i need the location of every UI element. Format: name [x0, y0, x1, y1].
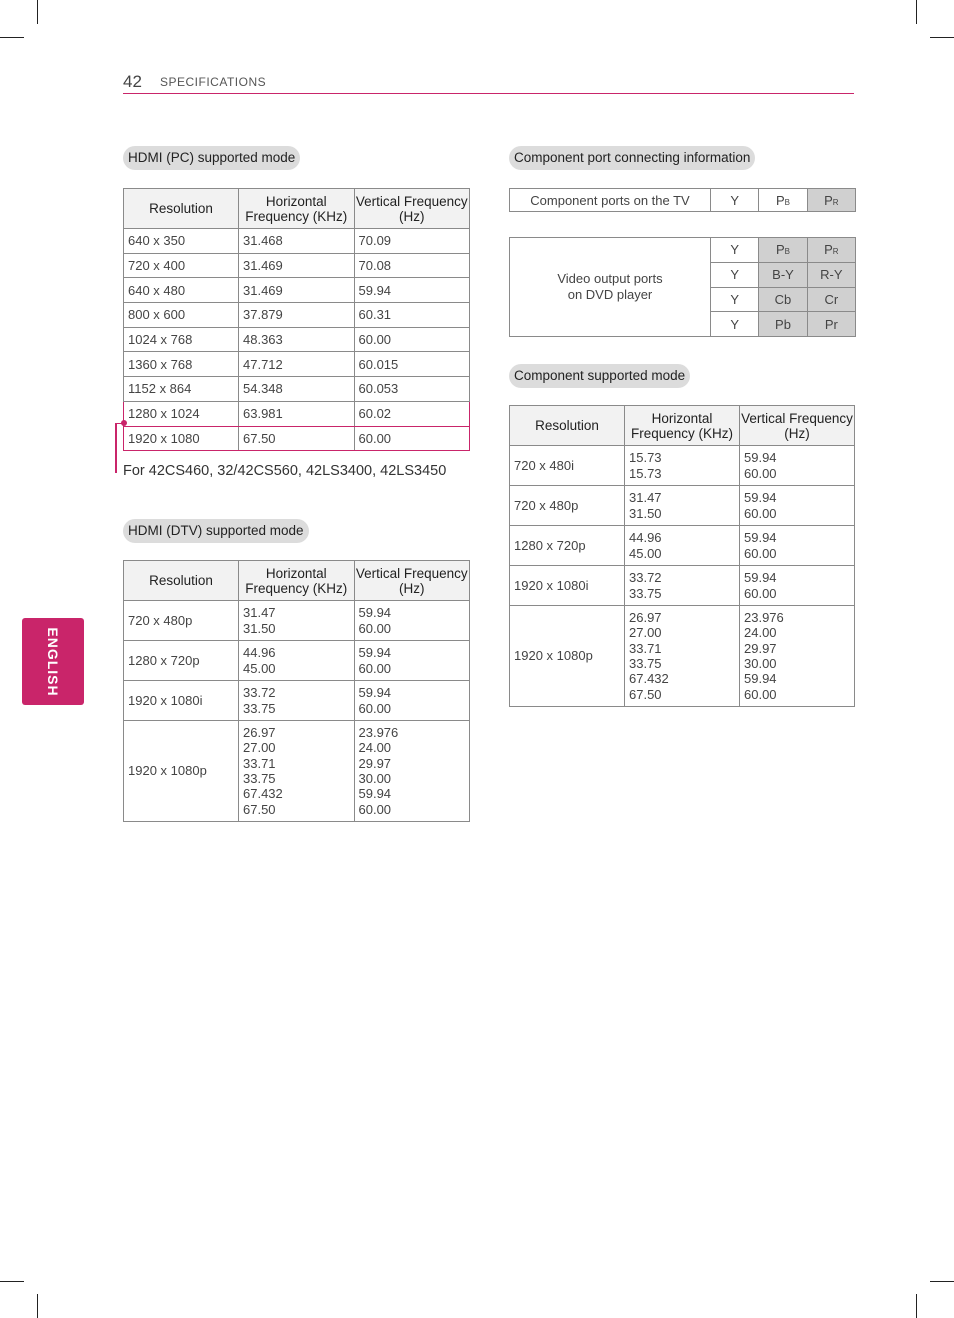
- table-cell: 59.94 60.00: [354, 681, 470, 721]
- table-cell: 1920 x 1080p: [510, 606, 625, 707]
- table-cell: 720 x 480p: [124, 601, 239, 641]
- table-row: [510, 486, 855, 526]
- hdmi-dtv-table: [123, 560, 470, 822]
- table-cell: 33.72 33.75: [239, 681, 355, 721]
- table-cell: 15.73 15.73: [625, 446, 740, 486]
- table-cell: 1920 x 1080i: [124, 681, 239, 721]
- header-row: [510, 406, 855, 446]
- table-cell: 70.09: [354, 229, 470, 254]
- component-info-title: Component port connecting information: [509, 146, 755, 170]
- table-cell: 59.94 60.00: [740, 566, 855, 606]
- hdmi-pc-table: [123, 188, 470, 451]
- table-cell: 640 x 480: [124, 278, 239, 303]
- table-row: [124, 641, 470, 681]
- column-header: Vertical Frequency (Hz): [354, 189, 470, 229]
- table-row: [124, 327, 470, 352]
- table-cell: 23.976 24.00 29.97 30.00 59.94 60.00: [740, 606, 855, 707]
- table-cell: 1920 x 1080i: [510, 566, 625, 606]
- table-cell: 1280 x 1024: [124, 401, 239, 426]
- table-cell: 1280 x 720p: [124, 641, 239, 681]
- dvd-port: Y: [711, 238, 759, 263]
- column-header: Horizontal Frequency (KHz): [239, 189, 355, 229]
- table-row: [124, 721, 470, 822]
- table-cell: 26.97 27.00 33.71 33.75 67.432 67.50: [239, 721, 355, 822]
- column-header: Resolution: [124, 189, 239, 229]
- dvd-ports-table: [509, 237, 856, 337]
- header-row: [124, 561, 470, 601]
- table-cell: 640 x 350: [124, 229, 239, 254]
- table-cell: 800 x 600: [124, 303, 239, 328]
- table-cell: 60.00: [354, 327, 470, 352]
- table-cell: 1280 x 720p: [510, 526, 625, 566]
- crop-mark: [916, 0, 917, 24]
- table-cell: 31.468: [239, 229, 355, 254]
- dvd-port: Pr: [807, 312, 855, 337]
- table-cell: 48.363: [239, 327, 355, 352]
- table-cell: 60.31: [354, 303, 470, 328]
- tv-ports-row: [510, 189, 856, 212]
- language-tab: [22, 618, 84, 705]
- hdmi-pc-title: HDMI (PC) supported mode: [123, 146, 300, 170]
- dvd-port: Cr: [807, 287, 855, 312]
- port-subscript: R: [832, 247, 839, 257]
- table-row: [510, 446, 855, 486]
- column-header: Horizontal Frequency (KHz): [239, 561, 355, 601]
- table-cell: 31.47 31.50: [239, 601, 355, 641]
- hdmi-dtv-title: HDMI (DTV) supported mode: [123, 519, 309, 543]
- table-cell: 60.02: [354, 401, 470, 426]
- crop-mark: [930, 37, 954, 38]
- crop-mark: [37, 1294, 38, 1318]
- dvd-port: Y: [711, 312, 759, 337]
- table-cell: 31.469: [239, 253, 355, 278]
- table-cell: 54.348: [239, 377, 355, 402]
- table-row: [124, 278, 470, 303]
- port-subscript: B: [784, 247, 790, 257]
- table-cell: 67.50: [239, 426, 355, 451]
- table-row: [510, 526, 855, 566]
- table-row: [510, 606, 855, 707]
- table-row: [124, 253, 470, 278]
- page-number: 42: [123, 72, 142, 91]
- table-cell: 60.053: [354, 377, 470, 402]
- table-cell: 60.015: [354, 352, 470, 377]
- table-cell: 1920 x 1080p: [124, 721, 239, 822]
- note-marker-dot: [121, 420, 127, 426]
- table-cell: 1152 x 864: [124, 377, 239, 402]
- table-cell: 23.976 24.00 29.97 30.00 59.94 60.00: [354, 721, 470, 822]
- table-row: [124, 352, 470, 377]
- column-header: Resolution: [124, 561, 239, 601]
- column-header: Resolution: [510, 406, 625, 446]
- dvd-ports-label: Video output ports on DVD player: [510, 238, 711, 337]
- table-cell: 59.94 60.00: [740, 446, 855, 486]
- column-header: Horizontal Frequency (KHz): [625, 406, 740, 446]
- table-row: [124, 377, 470, 402]
- table-cell: 1920 x 1080: [124, 426, 239, 451]
- port-subscript: B: [784, 197, 790, 207]
- component-mode-title: Component supported mode: [509, 364, 690, 388]
- dvd-port: Y: [711, 262, 759, 287]
- table-cell: 59.94: [354, 278, 470, 303]
- crop-mark: [37, 0, 38, 24]
- table-cell: 37.879: [239, 303, 355, 328]
- dvd-port: Pb: [759, 312, 807, 337]
- table-row: [124, 601, 470, 641]
- table-cell: 1360 x 768: [124, 352, 239, 377]
- table-cell: 59.94 60.00: [354, 601, 470, 641]
- table-row: [510, 566, 855, 606]
- table-cell: 60.00: [354, 426, 470, 451]
- table-cell: 59.94 60.00: [740, 526, 855, 566]
- page-header: [123, 72, 854, 94]
- table-cell: 59.94 60.00: [354, 641, 470, 681]
- dvd-port: Cb: [759, 287, 807, 312]
- tv-ports-table: [509, 188, 856, 212]
- note-marker-line: [115, 423, 117, 473]
- component-mode-table: [509, 405, 855, 707]
- table-cell: 720 x 480p: [510, 486, 625, 526]
- table-row: [124, 401, 470, 426]
- dvd-ports-row: [510, 238, 856, 263]
- table-cell: 44.96 45.00: [625, 526, 740, 566]
- dvd-port: PR: [807, 238, 855, 263]
- dvd-port: PB: [759, 238, 807, 263]
- tv-port: Y: [711, 189, 759, 212]
- crop-mark: [0, 37, 24, 38]
- crop-mark: [916, 1294, 917, 1318]
- model-note: For 42CS460, 32/42CS560, 42LS3400, 42LS3450: [123, 463, 447, 479]
- table-cell: 33.72 33.75: [625, 566, 740, 606]
- port-subscript: R: [832, 197, 839, 207]
- table-cell: 720 x 480i: [510, 446, 625, 486]
- table-cell: 26.97 27.00 33.71 33.75 67.432 67.50: [625, 606, 740, 707]
- tv-ports-label: Component ports on the TV: [510, 189, 711, 212]
- table-cell: 1024 x 768: [124, 327, 239, 352]
- language-tab-label: ENGLISH: [45, 626, 61, 697]
- table-cell: 44.96 45.00: [239, 641, 355, 681]
- header-row: [124, 189, 470, 229]
- table-cell: 63.981: [239, 401, 355, 426]
- table-cell: 47.712: [239, 352, 355, 377]
- table-cell: 59.94 60.00: [740, 486, 855, 526]
- table-row: [124, 229, 470, 254]
- crop-mark: [0, 1281, 24, 1282]
- tv-port: PB: [759, 189, 807, 212]
- table-cell: 720 x 400: [124, 253, 239, 278]
- dvd-port: Y: [711, 287, 759, 312]
- column-header: Vertical Frequency (Hz): [740, 406, 855, 446]
- table-row: [124, 426, 470, 451]
- section-title: SPECIFICATIONS: [160, 75, 267, 89]
- dvd-port: R-Y: [807, 262, 855, 287]
- table-cell: 70.08: [354, 253, 470, 278]
- column-header: Vertical Frequency (Hz): [354, 561, 470, 601]
- table-cell: 31.469: [239, 278, 355, 303]
- table-cell: 31.47 31.50: [625, 486, 740, 526]
- table-row: [124, 681, 470, 721]
- tv-port: PR: [807, 189, 855, 212]
- crop-mark: [930, 1281, 954, 1282]
- table-row: [124, 303, 470, 328]
- dvd-port: B-Y: [759, 262, 807, 287]
